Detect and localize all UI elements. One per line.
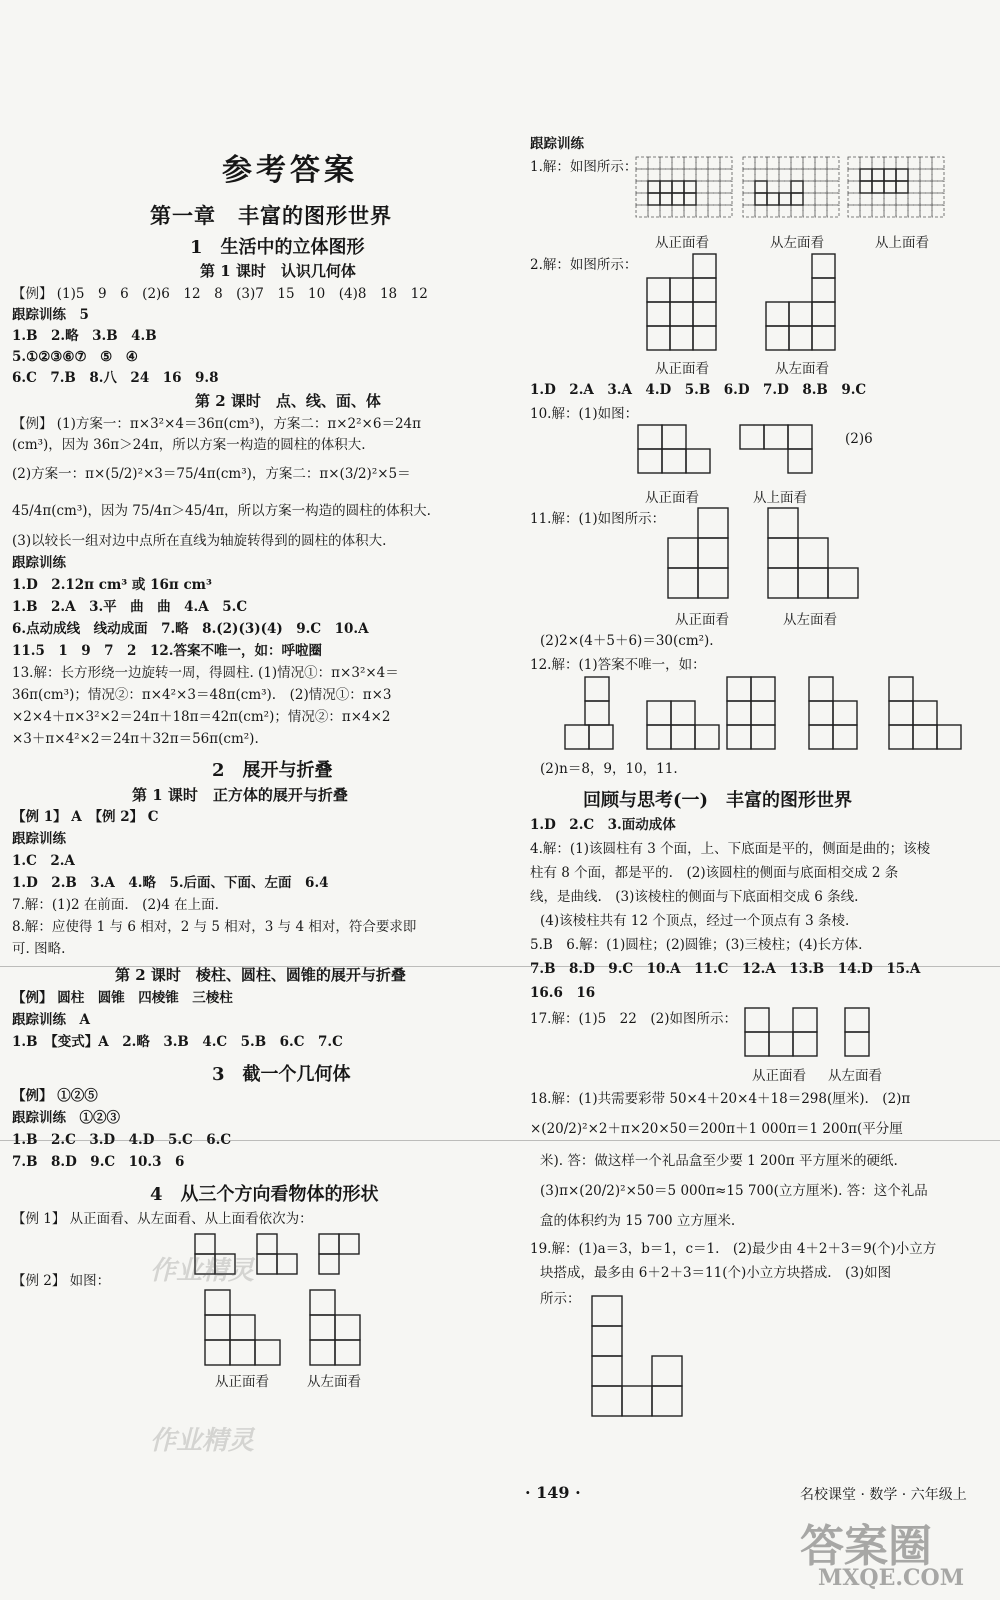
answer-line: ×3＋π×4²×2＝24π＋32π＝56π(cm²). — [12, 731, 259, 747]
view-left — [768, 508, 858, 598]
answer-line: 块搭成，最多由 6＋2＋3＝11(个)小立方块搭成. (3)如图 — [540, 1265, 892, 1281]
answer-line: 【例 2】 如图： — [12, 1273, 111, 1289]
option-4 — [809, 677, 857, 749]
answer-line: 19.解：(1)a＝3，b＝1，c＝1. (2)最少由 4＋2＋3＝9(个)小立方 — [530, 1241, 937, 1257]
view-left — [845, 1008, 869, 1056]
view-cell — [884, 169, 896, 181]
view-cell — [872, 169, 884, 181]
answer-line: (4)该棱柱共有 12 个顶点，经过一个顶点有 3 条棱. — [540, 913, 850, 929]
view-cell — [755, 181, 767, 193]
view-cell — [896, 169, 908, 181]
answer-line: 36π(cm³)；情况②：π×4²×3＝48π(cm³). (2)情况①：π×3 — [12, 687, 392, 703]
answer-line: 1.B 2.略 3.B 4.B — [12, 328, 157, 344]
view-cell — [779, 193, 791, 205]
view-left — [310, 1290, 360, 1365]
view-cell — [791, 181, 803, 193]
answer-line: 【例】 圆柱 圆锥 四棱锥 三棱柱 — [12, 990, 233, 1006]
answer-line: 7.B 8.D 9.C 10.3 6 — [12, 1154, 185, 1170]
answer-line: 跟踪训练 — [12, 831, 66, 847]
view-cell — [872, 181, 884, 193]
view-front — [638, 425, 710, 473]
answer-line: 跟踪训练 — [12, 555, 66, 571]
answer-line: 2.解：如图所示： — [530, 257, 638, 273]
view-grid — [848, 157, 944, 217]
lesson-heading: 第 1 课时 正方体的展开与折叠 — [132, 786, 348, 804]
answer-line: (2)n＝8，9，10，11. — [540, 761, 678, 777]
view-figure-ex2 — [205, 1290, 375, 1368]
answer-line: 45/4π(cm³)，因为 75/4π＞45/4π，所以方案一构造的圆柱的体积大. — [12, 503, 431, 519]
answer-line: 17.解：(1)5 22 (2)如图所示： — [530, 1011, 737, 1027]
answer-line: 跟踪训练 ①②③ — [12, 1110, 120, 1126]
option-2 — [647, 701, 719, 749]
view-cell — [684, 181, 696, 193]
view-grid — [743, 157, 839, 217]
caption: 从上面看 — [875, 235, 929, 251]
caption-front: 从正面看 — [215, 1374, 269, 1390]
view-cell — [672, 181, 684, 193]
answer-line: 【例 1】 从正面看、从左面看、从上面看依次为： — [12, 1211, 313, 1227]
answer-line: ×(20/2)²×2＋π×20×50＝200π＋1 000π＝1 200π(平分厘 — [530, 1121, 903, 1137]
answer-line: 13.解：长方形绕一边旋转一周，得圆柱. (1)情况①：π×3²×4＝ — [12, 665, 399, 681]
section-heading: 回顾与思考(一) 丰富的图形世界 — [583, 790, 853, 811]
answer-line: (cm³)，因为 36π＞24π，所以方案一构造的圆柱的体积大. — [12, 437, 366, 453]
answer-line: 线，是曲线. (3)该棱柱的侧面与下底面相交成 6 条线. — [530, 889, 859, 905]
view-figure-17 — [745, 1008, 875, 1060]
option-1 — [565, 677, 613, 749]
option-3 — [727, 677, 775, 749]
answer-line: 7.解：(1)2 在前面. (2)4 在上面. — [12, 897, 219, 913]
view-left — [257, 1234, 297, 1274]
watermark-url: MXQE.COM — [818, 1565, 965, 1591]
view-cell — [660, 193, 672, 205]
chapter-heading: 第一章 丰富的图形世界 — [150, 203, 392, 228]
answer-line: ×2×4＋π×3²×2＝24π＋18π＝42π(cm²)；情况②：π×4×2 — [12, 709, 391, 725]
view-cell — [896, 181, 908, 193]
answer-line: (3)以较长一组对边中点所在直线为轴旋转得到的圆柱的体积大. — [12, 533, 387, 549]
answer-line: 1.B 2.A 3.平 曲 曲 4.A 5.C — [12, 599, 248, 615]
answer-line: (3)π×(20/2)²×50＝5 000π≈15 700(立方厘米). 答：这个礼品 — [540, 1183, 928, 1199]
answer-line: 1.C 2.A — [12, 853, 75, 869]
page-number: · 149 · — [525, 1483, 581, 1502]
view-top — [740, 425, 812, 473]
answer-line: 5.B 6.解：(1)圆柱；(2)圆锥；(3)三棱柱；(4)长方体. — [530, 937, 863, 953]
view-front — [745, 1008, 817, 1056]
answer-line: 5.①②③⑥⑦ ⑤ ④ — [12, 349, 138, 365]
answer-line: 跟踪训练 — [530, 136, 584, 152]
section-heading: 4 从三个方向看物体的形状 — [150, 1184, 379, 1205]
view-front — [668, 508, 728, 598]
answer-line: 18.解：(1)共需要彩带 50×4＋20×4＋18＝298(厘米). (2)π — [530, 1091, 911, 1107]
view-figure-2 — [647, 254, 867, 358]
watermark: 答案圈 — [800, 1521, 932, 1572]
answer-line: 1.D 2.12π cm³ 或 16π cm³ — [12, 577, 212, 593]
view-cell — [767, 193, 779, 205]
section-heading: 3 截一个几何体 — [212, 1064, 351, 1085]
answer-line: (2)2×(4＋5＋6)＝30(cm²). — [540, 633, 714, 649]
page-title: 参考答案 — [222, 153, 358, 188]
caption-left: 从左面看 — [307, 1374, 361, 1390]
answer-line: 【例 1】 A 【例 2】 C — [12, 809, 159, 825]
answer-line: 1.解：如图所示： — [530, 159, 638, 175]
answer-line: 1.D 2.C 3.面动成体 — [530, 817, 676, 833]
answer-line: 11.解：(1)如图所示： — [530, 511, 666, 527]
watermark: 作业精灵 — [150, 1256, 255, 1286]
view-figure-11 — [668, 508, 878, 608]
section-heading: 1 生活中的立体图形 — [190, 237, 365, 258]
answer-line: 可. 图略. — [12, 941, 66, 957]
watermark: 作业精灵 — [150, 1426, 255, 1456]
answer-line: 【例】 ①②⑤ — [12, 1088, 98, 1104]
answer-line: 1.B 【变式】A 2.略 3.B 4.C 5.B 6.C 7.C — [12, 1034, 343, 1050]
view-figure-19 — [592, 1296, 692, 1422]
option-5 — [889, 677, 961, 749]
view-figure-1 — [636, 157, 956, 221]
view-cell — [860, 169, 872, 181]
view-cell — [672, 193, 684, 205]
caption: 从正面看 — [655, 235, 709, 251]
caption: 从正面看 — [655, 361, 709, 377]
caption: 从左面看 — [775, 361, 829, 377]
caption: 从正面看 — [645, 490, 699, 506]
answer-line: 1.B 2.C 3.D 4.D 5.C 6.C — [12, 1132, 232, 1148]
answer-line: 1.D 2.A 3.A 4.D 5.B 6.D 7.D 8.B 9.C — [530, 382, 867, 398]
caption: 从左面看 — [828, 1068, 882, 1084]
answer-line: 所示： — [540, 1291, 581, 1307]
caption: 从正面看 — [675, 612, 729, 628]
view-cell — [660, 181, 672, 193]
answer-line: 6.点动成线 线动成面 7.略 8.(2)(3)(4) 9.C 10.A — [12, 621, 369, 637]
caption: 从左面看 — [783, 612, 837, 628]
answer-line: 6.C 7.B 8.八 24 16 9.8 — [12, 370, 219, 386]
view-front — [647, 254, 716, 350]
view-cell — [884, 181, 896, 193]
lesson-heading: 第 1 课时 认识几何体 — [200, 262, 356, 280]
book-footer: 名校课堂 · 数学 · 六年级上 — [800, 1487, 967, 1503]
answer-line: 4.解：(1)该圆柱有 3 个面，上、下底面是平的，侧面是曲的；该棱 — [530, 841, 931, 857]
view-figure-10 — [638, 425, 838, 481]
view-top — [319, 1234, 359, 1274]
answer-line: 跟踪训练 A — [12, 1012, 90, 1028]
answer-line: 8.解：应使得 1 与 6 相对，2 与 5 相对，3 与 4 相对，符合要求即 — [12, 919, 417, 935]
caption: 从上面看 — [753, 490, 807, 506]
answer-line: 12.解：(1)答案不唯一，如： — [530, 657, 706, 673]
view-grid — [636, 157, 732, 217]
answer-line: (2)6 — [845, 431, 873, 447]
view-cell — [648, 193, 660, 205]
lesson-heading: 第 2 课时 点、线、面、体 — [195, 392, 381, 410]
view-cell — [684, 193, 696, 205]
view-cell — [860, 181, 872, 193]
lesson-heading: 第 2 课时 棱柱、圆柱、圆锥的展开与折叠 — [115, 966, 406, 984]
caption: 从左面看 — [770, 235, 824, 251]
view-cell — [648, 181, 660, 193]
view-cell — [755, 193, 767, 205]
answer-line: 盒的体积约为 15 700 立方厘米. — [540, 1213, 736, 1229]
answer-line: 10.解：(1)如图： — [530, 406, 639, 422]
answer-line: 【例】 (1)5 9 6 (2)6 12 8 (3)7 15 10 (4)8 18 12 — [12, 286, 428, 302]
answer-line: 11.5 1 9 7 2 12.答案不唯一，如：呼啦圈 — [12, 643, 322, 659]
answer-line: 跟踪训练 5 — [12, 307, 89, 323]
answer-line: 柱有 8 个面，都是平的. (2)该圆柱的侧面与底面相交成 2 条 — [530, 865, 899, 881]
answer-line: 16.6 16 — [530, 985, 596, 1001]
answer-line: 1.D 2.B 3.A 4.略 5.后面、下面、左面 6.4 — [12, 875, 329, 891]
section-heading: 2 展开与折叠 — [212, 760, 333, 781]
view-left — [766, 254, 835, 350]
view-front — [205, 1290, 280, 1365]
caption: 从正面看 — [752, 1068, 806, 1084]
page-fold-line — [0, 1140, 1000, 1141]
view-figure-12 — [565, 677, 975, 755]
answer-line: 【例】 (1)方案一：π×3²×4＝36π(cm³)，方案二：π×2²×6＝24π — [12, 416, 421, 432]
answer-line: 7.B 8.D 9.C 10.A 11.C 12.A 13.B 14.D 15.A — [530, 961, 921, 977]
answer-line: (2)方案一：π×(5/2)²×3＝75/4π(cm³)，方案二：π×(3/2)²×5＝ — [12, 466, 411, 482]
view-cell — [791, 193, 803, 205]
answer-line: 米). 答：做这样一个礼品盒至少要 1 200π 平方厘米的硬纸. — [540, 1153, 898, 1169]
